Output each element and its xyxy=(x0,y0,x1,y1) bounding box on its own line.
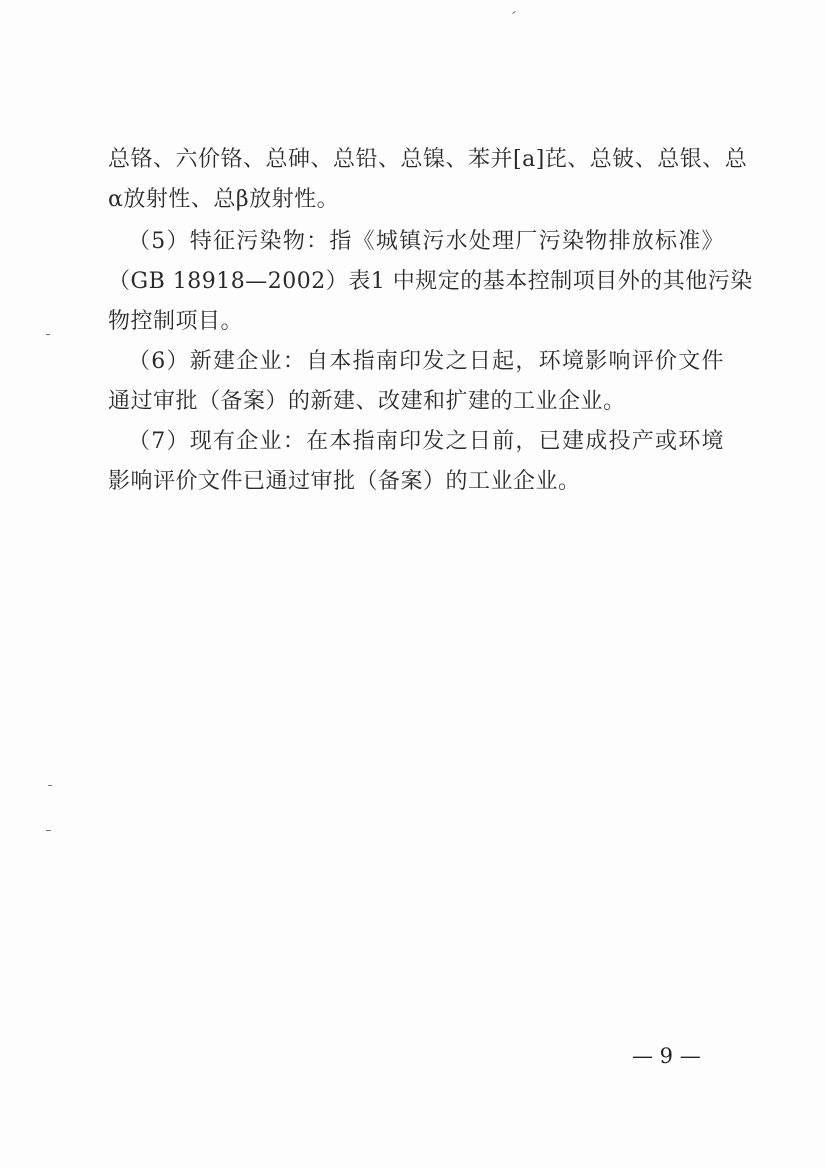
paragraph-7-start: （7）现有企业：在本指南印发之日前，已建成投产或环境 xyxy=(128,429,724,454)
scan-speck xyxy=(512,11,516,14)
scan-speck xyxy=(46,334,50,335)
text-line: 通过审批（备案）的新建、改建和扩建的工业企业。 xyxy=(108,389,626,414)
scan-speck xyxy=(48,785,52,786)
scan-speck xyxy=(46,830,51,831)
text-line: 物控制项目。 xyxy=(108,309,244,334)
paragraph-6-start: （6）新建企业：自本指南印发之日起，环境影响评价文件 xyxy=(128,349,724,374)
text-line: 影响评价文件已通过审批（备案）的工业企业。 xyxy=(108,469,581,494)
page-number: — 9 — xyxy=(632,1044,701,1068)
text-line: α放射性、总β放射性。 xyxy=(108,187,340,212)
paragraph-5-start: （5）特征污染物：指《城镇污水处理厂污染物排放标准》 xyxy=(128,229,724,254)
text-line: （GB 18918—2002）表1 中规定的基本控制项目外的其他污染 xyxy=(108,269,753,294)
text-line: 总铬、六价铬、总砷、总铅、总镍、苯并[a]芘、总铍、总银、总 xyxy=(108,147,748,172)
